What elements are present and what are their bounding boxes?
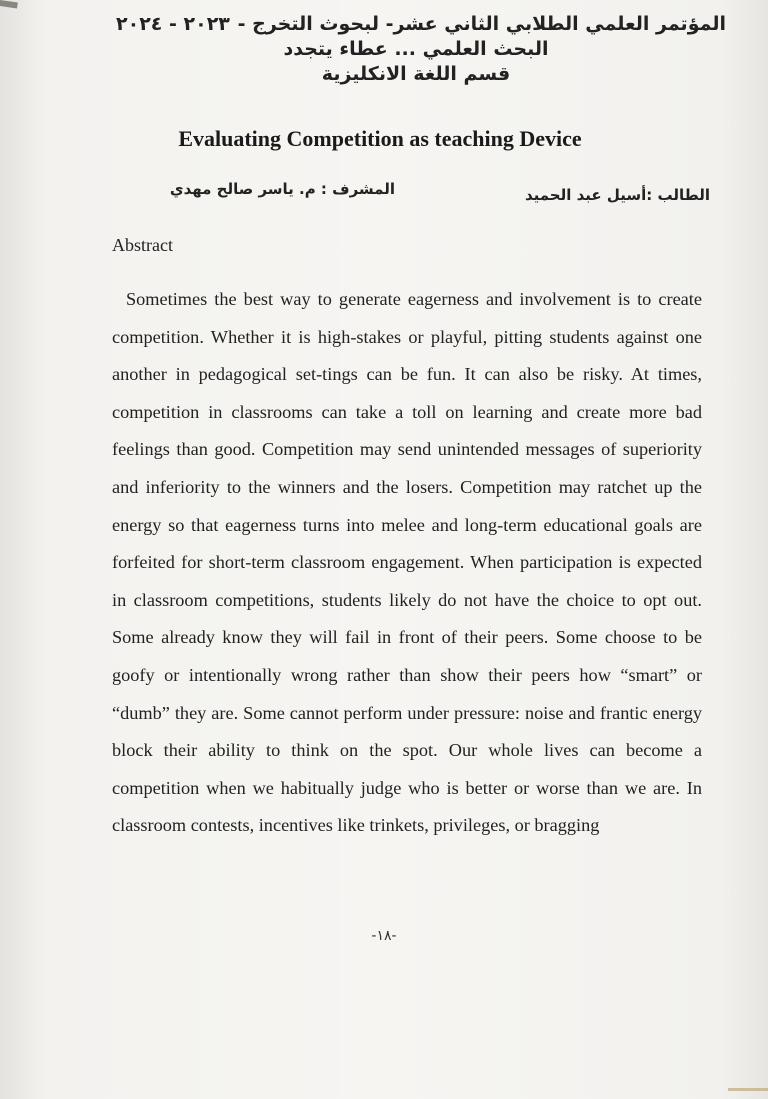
scan-edge-mark [0,0,18,8]
department-name: قسم اللغة الانكليزية [321,63,511,85]
abstract-body: Sometimes the best way to generate eagerness and involvement is to create competition. Whether it is high-stakes or playful, pitting students against one another in pedagogical set-tings can be fun. It can also be risky. At times, competition in classrooms can take a toll on learning and create more bad feelings than good. Competition may send unintended messages of superiority and inferiority to the winners and the losers. Competition may ratchet up the energy so that eagerness turns into melee and long-term educational goals are forfeited for short-term classroom engagement. When participation is expected in classroom competitions, students likely do not have the choice to opt out. Some already know they will fail in front of their peers. Some choose to be goofy or intentionally wrong rather than show their peers how “smart” or “dumb” they are. Some cannot perform under pressure: noise and frantic energy block their ability to think on the spot. Our whole lives can become a competition when we habitually judge who is better or worse than we are. In classroom contests, incentives like trinkets, privileges, or bragging [112,289,702,836]
paper-title: Evaluating Competition as teaching Device [178,126,582,151]
conference-line [106,12,726,37]
conference-name: المؤتمر العلمي الطلابي الثاني عشر- لبحوث التخرج - [237,13,726,35]
conference-header [106,12,726,87]
page-number: -١٨- [371,928,397,944]
conference-subtitle: البحث العلمي ... عطاء يتجدد [283,38,549,60]
abstract-heading: Abstract [112,235,173,255]
author-line [150,180,710,210]
student-name: الطالب :أسيل عبد الحميد [524,186,710,204]
conference-years: ٢٠٢٣ - ٢٠٢٤ [116,13,230,35]
supervisor-name: المشرف : م. ياسر صالح مهدي [169,180,395,198]
scan-edge-mark-bottom [728,1088,768,1091]
